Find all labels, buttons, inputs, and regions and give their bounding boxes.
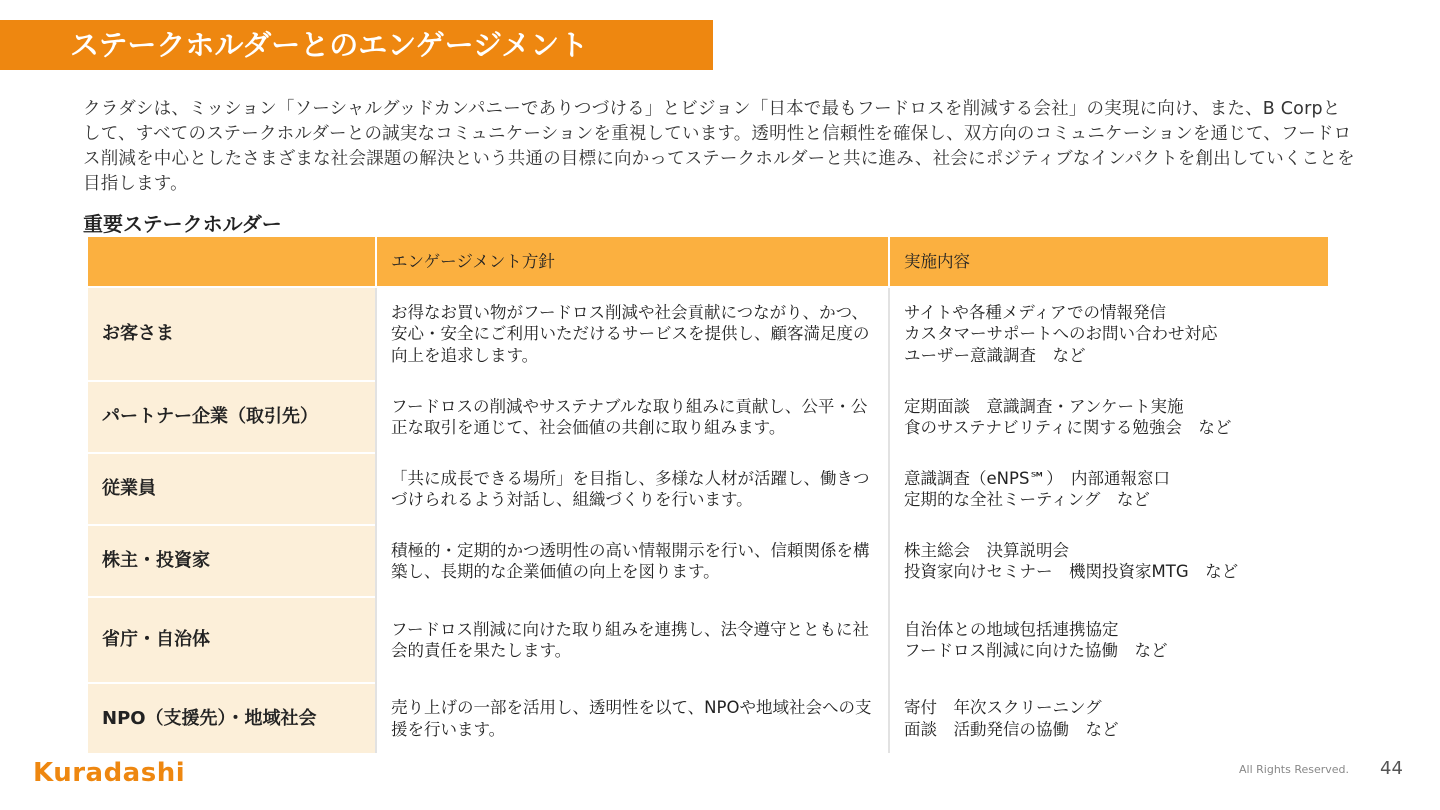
header-implementation: 実施内容 — [889, 237, 1328, 287]
table-row — [88, 597, 1328, 683]
action-item: 意識調査（eNPS℠） 内部通報窓口 — [904, 468, 1170, 488]
table-row — [88, 525, 1328, 597]
engagement-policy: お得なお買い物がフードロス削減や社会貢献につながり、かつ、安心・安全にご利用いただけるサービスを提供し、顧客満足度の向上を追求します。 — [376, 287, 889, 381]
logo-text: Kuradashi — [33, 758, 186, 788]
action-item: サイトや各種メディアでの情報発信 — [904, 302, 1167, 322]
action-item: 食のサステナビリティに関する勉強会 など — [904, 418, 1232, 437]
stakeholder-name: 省庁・自治体 — [88, 597, 376, 683]
engagement-policy: 売り上げの一部を活用し、透明性を以て、NPOや地域社会への支援を行います。 — [376, 683, 889, 753]
engagement-policy: フードロス削減に向けた取り組みを連携し、法令遵守とともに社会的責任を果たします。 — [376, 597, 889, 683]
engagement-policy: フードロスの削減やサステナブルな取り組みに貢献し、公平・公正な取引を通じて、社会価値の共創に取り組みます。 — [376, 381, 889, 453]
page-title: ステークホルダーとのエンゲージメント — [70, 28, 589, 62]
action-item: 定期的な全社ミーティング など — [904, 490, 1150, 509]
copyright-text: All Rights Reserved. — [1239, 763, 1350, 776]
table-row — [88, 453, 1328, 525]
page-number: 44 — [1380, 758, 1403, 779]
implementation-details — [889, 381, 1328, 453]
table-row — [88, 287, 1328, 381]
intro-paragraph: クラダシは、ミッション「ソーシャルグッドカンパニーでありつづける」とビジョン「日本で最もフードロスを削減する会社」の実現に向け、また、B Corpとして、すべてのステークホルダーとの誠実なコミュニケーションを重視しています。透明性と信頼性を確保し、双方向のコミュニケーションを通じて、フードロス削減を中心としたさまざまな社会課題の解決という共通の目標に向かってステークホルダーと共に進み、社会にポジティブなインパクトを創出していくことを目指します。 — [83, 99, 1355, 194]
action-item: 投資家向けセミナー 機関投資家MTG など — [904, 562, 1239, 581]
action-item: 寄付 年次スクリーニング — [904, 698, 1102, 717]
stakeholder-table — [88, 237, 1328, 753]
action-item: フードロス削減に向けた協働 など — [904, 641, 1168, 660]
table-row — [88, 683, 1328, 753]
title-bar — [0, 20, 713, 70]
implementation-details — [889, 453, 1328, 525]
action-item: カスタマーサポートへのお問い合わせ対応 — [904, 324, 1218, 344]
implementation-details — [889, 287, 1328, 381]
engagement-policy: 「共に成長できる場所」を目指し、多様な人材が活躍し、働きつづけられるよう対話し、組織づくりを行います。 — [376, 453, 889, 525]
stakeholder-name: パートナー企業（取引先） — [88, 381, 376, 453]
header-engagement-policy: エンゲージメント方針 — [376, 237, 889, 287]
table-header-row — [88, 237, 1328, 287]
action-item: 株主総会 決算説明会 — [904, 540, 1069, 560]
implementation-details — [889, 683, 1328, 753]
stakeholder-name: お客さま — [88, 287, 376, 381]
stakeholder-name: 従業員 — [88, 453, 376, 525]
stakeholder-name: 株主・投資家 — [88, 525, 376, 597]
engagement-policy: 積極的・定期的かつ透明性の高い情報開示を行い、信頼関係を構築し、長期的な企業価値の向上を図ります。 — [376, 525, 889, 597]
kuradashi-logo — [33, 757, 185, 789]
action-item: ユーザー意識調査 など — [904, 345, 1086, 365]
section-heading: 重要ステークホルダー — [83, 212, 282, 236]
header-stakeholder — [88, 237, 376, 287]
implementation-details — [889, 597, 1328, 683]
action-item: 定期面談 意識調査・アンケート実施 — [904, 396, 1184, 416]
action-item: 面談 活動発信の協働 など — [904, 719, 1119, 739]
implementation-details — [889, 525, 1328, 597]
action-item: 自治体との地域包括連携協定 — [904, 619, 1119, 639]
stakeholder-name: NPO（支援先）・地域社会 — [88, 683, 376, 753]
table-row — [88, 381, 1328, 453]
